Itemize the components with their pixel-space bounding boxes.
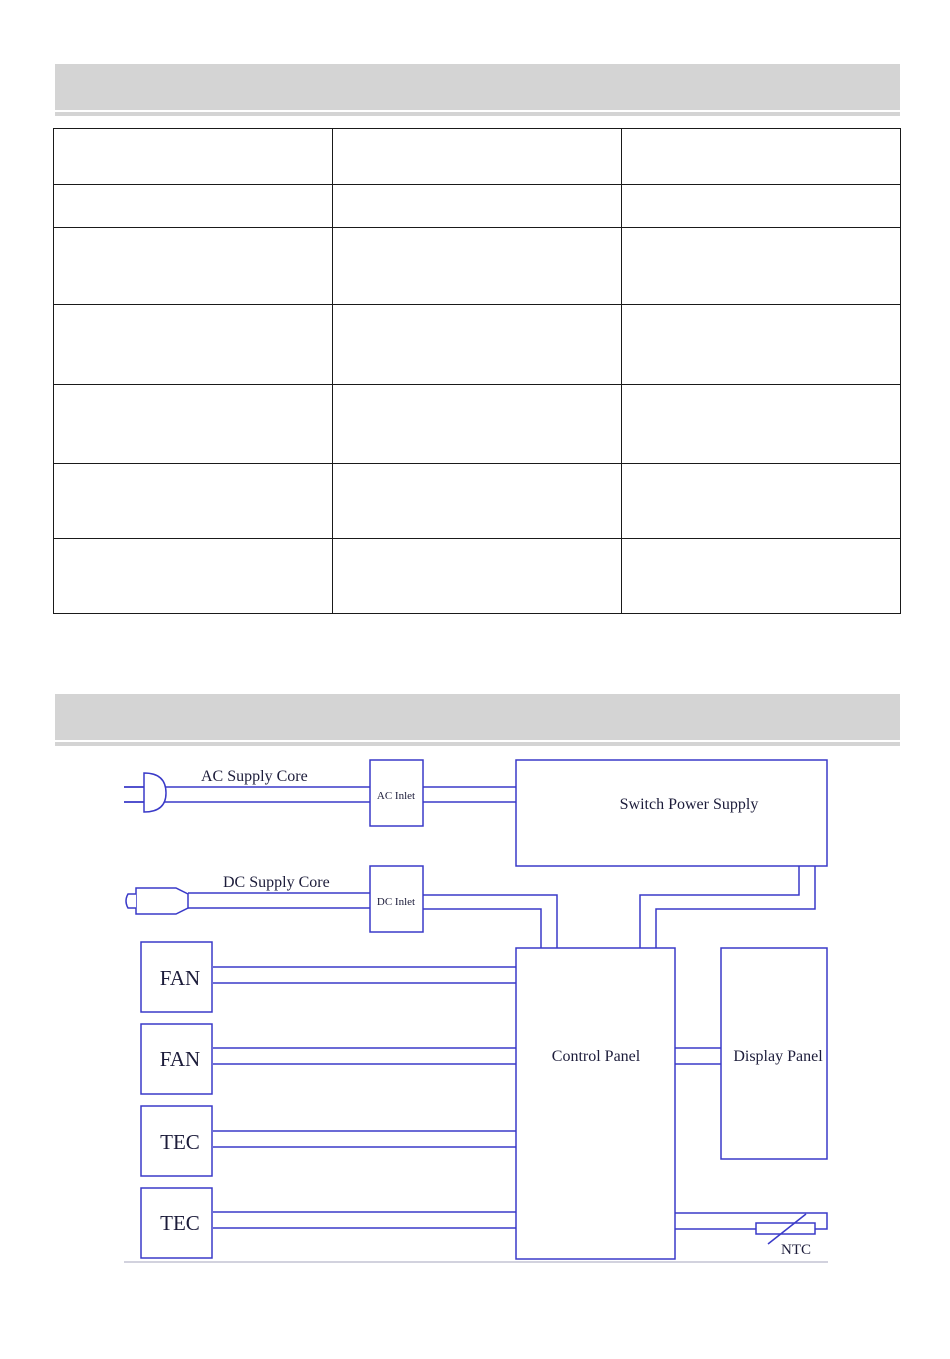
ac-inlet-label: AC Inlet xyxy=(376,790,416,802)
ac-plug-prongs xyxy=(124,787,144,802)
tec2-wire xyxy=(213,1212,517,1228)
ntc-label: NTC xyxy=(781,1242,811,1258)
psu-to-control-wire xyxy=(640,866,815,948)
dc-cord-wire xyxy=(188,893,370,908)
ac-plug-icon xyxy=(144,773,166,812)
fan2-wire xyxy=(213,1048,517,1064)
ac-supply-label: AC Supply Core xyxy=(201,768,308,785)
tec1-wire xyxy=(213,1131,517,1147)
control-panel-box xyxy=(516,948,675,1259)
display-panel-label: Display Panel xyxy=(733,1048,823,1065)
dc-supply-label: DC Supply Core xyxy=(223,874,330,891)
dc-plug-tip xyxy=(126,894,136,908)
tec1-label: TEC xyxy=(160,1130,200,1154)
dc-plug-icon xyxy=(136,888,188,914)
fan1-label: FAN xyxy=(159,966,201,990)
diagram-shapes xyxy=(124,760,827,1259)
switch-power-supply-label: Switch Power Supply xyxy=(619,796,759,813)
tec2-label: TEC xyxy=(160,1211,200,1235)
control-panel-label: Control Panel xyxy=(551,1048,641,1065)
fan1-wire xyxy=(213,967,517,983)
dc-inlet-to-control-wire xyxy=(423,895,557,948)
ac-inlet-to-psu-wire xyxy=(423,787,517,802)
control-to-display-wire xyxy=(675,1048,722,1064)
dc-inlet-label: DC Inlet xyxy=(376,896,416,908)
fan2-label: FAN xyxy=(159,1047,201,1071)
ntc-thermistor-icon xyxy=(756,1223,815,1234)
switch-power-supply-box xyxy=(516,760,827,866)
